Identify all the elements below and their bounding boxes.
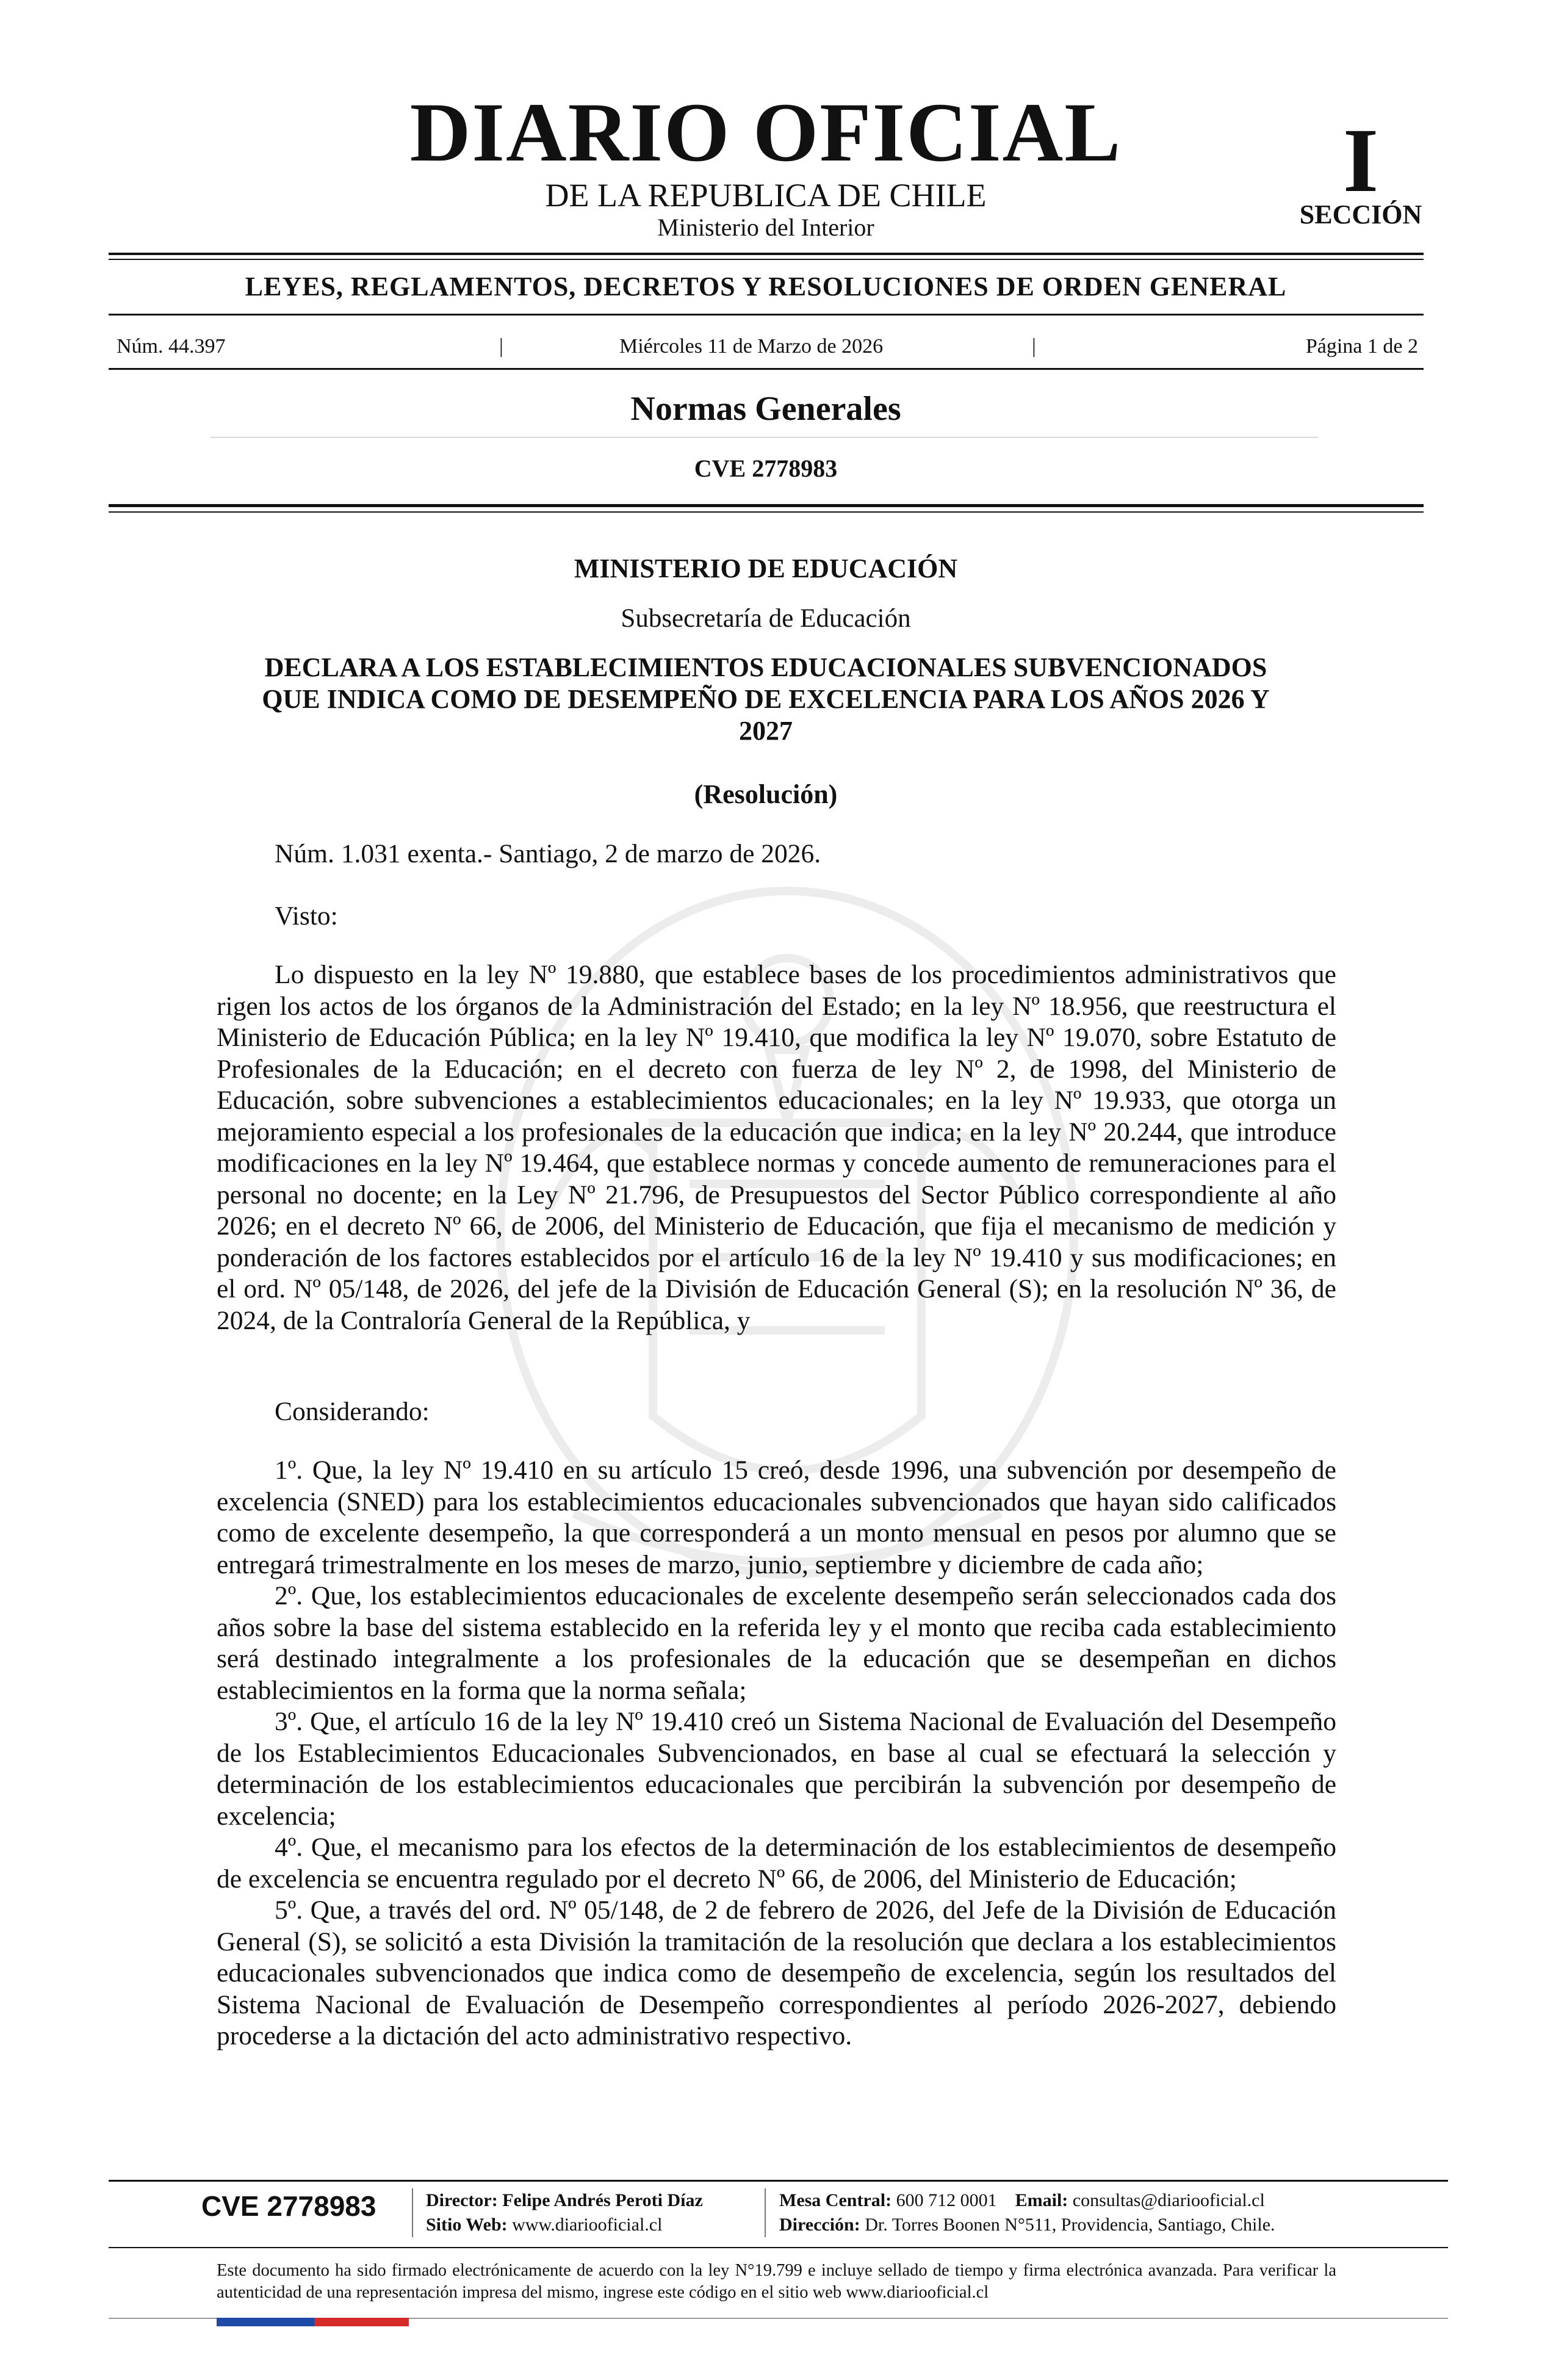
newspaper-subtitle: DE LA REPUBLICA DE CHILE [545, 177, 987, 214]
considerandos-list [217, 1455, 1336, 2052]
resolution-title-line: QUE INDICA COMO DE DESEMPEÑO DE EXCELENCIA PARA LOS AÑOS 2026 Y [262, 684, 1270, 714]
footer-divider-1 [412, 2188, 413, 2237]
issue-number: Núm. 44.397 [117, 335, 226, 358]
issuing-subsecretaria: Subsecretaría de Educación [621, 604, 911, 633]
category-rule [109, 314, 1424, 316]
page-indicator: Página 1 de 2 [1305, 335, 1418, 358]
considerando-item: 4º. Que, el mecanismo para los efectos de la determinación de los establecimientos de desempeño de excelencia se encuentra regulado por el decreto Nº 66, de 2006, del Ministerio de Educación; [217, 1833, 1336, 1894]
flag-stripe-red [314, 2318, 409, 2326]
footer-rule-mid [109, 2247, 1448, 2248]
info-separator-1: | [499, 335, 503, 358]
footer-website: Sitio Web: www.diariooficial.cl [426, 2215, 663, 2235]
considerando-item: 3º. Que, el artículo 16 de la ley Nº 19.410 creó un Sistema Nacional de Evaluación del Desempeño de los Establecimientos Educacionales Subvencionados, en base al cual se efectuará la selección y determinación de los establecimientos educacionales que percibirán la subvención por desempeño de excelencia; [217, 1707, 1336, 1831]
footer-divider-2 [765, 2188, 766, 2237]
resolution-title-line: DECLARA A LOS ESTABLECIMIENTOS EDUCACIONALES SUBVENCIONADOS [264, 652, 1267, 682]
considerando-item: 1º. Que, la ley Nº 19.410 en su artículo 15 creó, desde 1996, una subvención por desempeño de excelencia (SNED) para los establecimientos educacionales subvencionados que hayan sido calificados como de excelente desempeño, la que corresponderá a un monto mensual en pesos por alumno que se entregará trimestralmente en los meses de marzo, junio, septiembre y diciembre de cada año; [217, 1455, 1336, 1579]
rubric-heading: Normas Generales [630, 390, 901, 428]
rubric-rule-thick [109, 504, 1424, 507]
resolution-label: (Resolución) [694, 779, 838, 809]
rubric-rule-thin [109, 511, 1424, 513]
footer-contact: Mesa Central: 600 712 0001 Email: consultas@diariooficial.cl [779, 2190, 1265, 2210]
visto-paragraph: Lo dispuesto en la ley Nº 19.880, que establece bases de los procedimientos administrativos que rigen los actos de los órganos de la Administración del Estado; en la ley Nº 18.956, que reestructura el Ministerio de Educación Pública; en la ley Nº 19.410, que modifica la ley Nº 19.070, sobre Estatuto de Profesionales de la Educación; en el decreto con fuerza de ley Nº 2, de 1998, del Ministerio de Educación, sobre subvenciones a establecimientos educacionales; en la ley Nº 19.933, que otorga un mejoramiento especial a los profesionales de la educación que indica; en la ley Nº 20.244, que introduce modificaciones en la ley Nº 19.464, que establece normas y concede aumento de remuneraciones para el personal no docente; en la Ley Nº 21.796, de Presupuestos del Sector Público correspondiente al año 2026; en el decreto Nº 66, de 2006, del Ministerio de Educación, que fija el mecanismo de medición y ponderación de los factores establecidos por el artículo 16 de la ley Nº 19.410 y sus modificaciones; en el ord. Nº 05/148, de 2026, del jefe de la División de Educación General (S); en la resolución Nº 36, de 2024, de la Contraloría General de la República, y [217, 960, 1336, 1335]
issue-info-row [112, 334, 1421, 359]
info-separator-2: | [1032, 335, 1036, 358]
section-label: SECCIÓN [1299, 200, 1422, 229]
issue-date: Miércoles 11 de Marzo de 2026 [619, 335, 884, 358]
section-number: I [1342, 110, 1379, 211]
resolution-title [201, 652, 1330, 747]
footer-rule-top [109, 2180, 1448, 2182]
resolution-title-line: 2027 [739, 716, 793, 746]
info-rule [109, 368, 1424, 370]
rubric-underline [211, 437, 1318, 438]
header-rule-top [109, 253, 1424, 255]
footer-director-block [426, 2188, 703, 2237]
category-heading: LEYES, REGLAMENTOS, DECRETOS Y RESOLUCIONES DE ORDEN GENERAL [245, 272, 1287, 301]
header-rule-top-thin [109, 259, 1424, 260]
considerando-item: 2º. Que, los establecimientos educacionales de excelente desempeño serán seleccionados cada dos años sobre la base del sistema establecido en la referida ley y el monto que reciba cada establecimiento será destinado integralmente a los profesionales de la educación que se desempeñan en dichos establecimientos en la forma que la norma señala; [217, 1581, 1336, 1705]
footer-website-link[interactable]: www.diariooficial.cl [512, 2215, 663, 2235]
footer-cve-code: CVE 2778983 [201, 2190, 376, 2222]
newspaper-title: DIARIO OFICIAL [409, 85, 1122, 179]
issuing-ministry: MINISTERIO DE EDUCACIÓN [574, 554, 958, 583]
footer-email-link[interactable]: consultas@diariooficial.cl [1072, 2190, 1265, 2210]
cve-code: CVE 2778983 [694, 455, 838, 482]
visto-heading: Visto: [275, 901, 338, 931]
newspaper-ministry: Ministerio del Interior [657, 214, 874, 241]
footer-address: Dirección: Dr. Torres Boonen N°511, Providencia, Santiago, Chile. [779, 2215, 1275, 2235]
considerando-heading: Considerando: [275, 1397, 430, 1426]
resolution-number-line: Núm. 1.031 exenta.- Santiago, 2 de marzo de 2026. [275, 839, 821, 868]
footer-contact-block [779, 2188, 1275, 2237]
considerando-item: 5º. Que, a través del ord. Nº 05/148, de 2 de febrero de 2026, del Jefe de la División de Educación General (S), se solicitó a esta División la tramitación de la resolución que declara a los establecimientos educacionales subvencionados que indica como de desempeño de excelencia, según los resultados del Sistema Nacional de Evaluación de Desempeño correspondientes al período 2026-2027, debiendo procederse a la dictación del acto administrativo respectivo. [217, 1895, 1336, 2050]
flag-stripe-blue [217, 2318, 314, 2326]
footer-director: Director: Felipe Andrés Peroti Díaz [426, 2190, 703, 2210]
footer-legal-note: Este documento ha sido firmado electrónicamente de acuerdo con la ley N°19.799 e incluye sellado de tiempo y firma electrónica avanzada. Para verificar la autenticidad de una representación impresa del mismo, ingrese este código en el sitio web www.diariooficial.cl [217, 2261, 1336, 2302]
